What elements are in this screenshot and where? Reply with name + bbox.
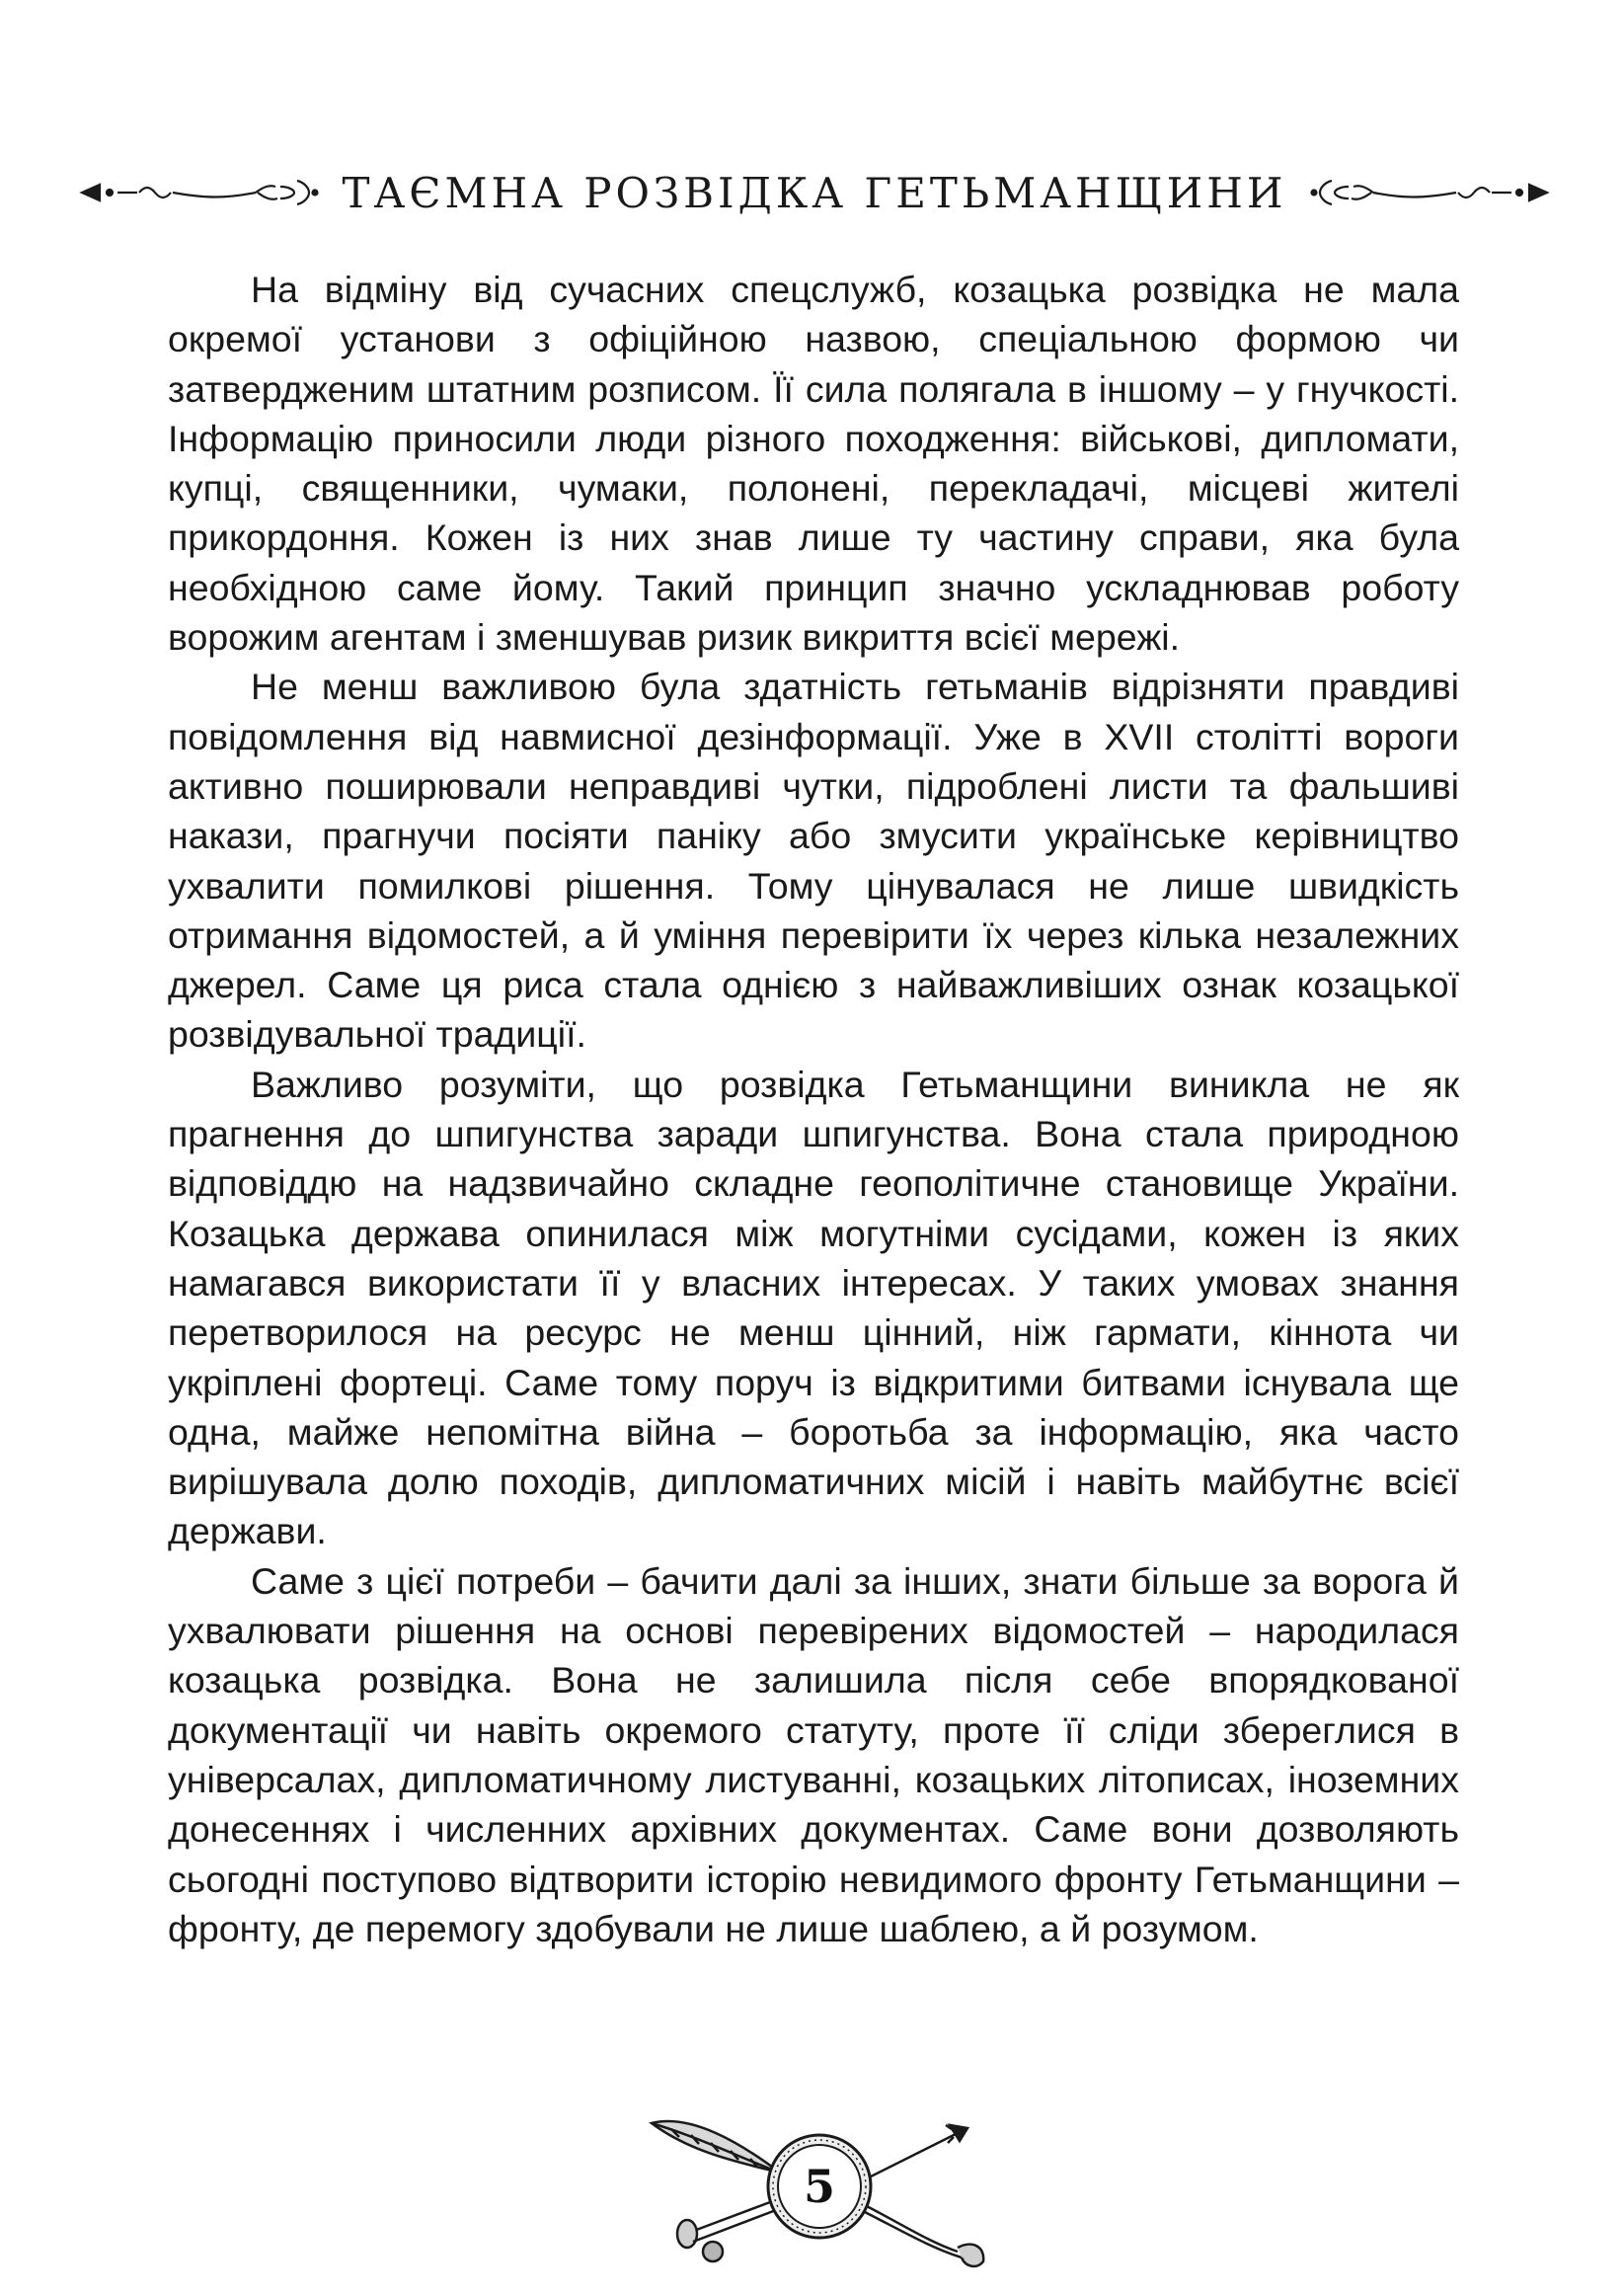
- page-number: 5: [803, 2160, 835, 2213]
- page-footer: [632, 2103, 1007, 2271]
- flourish-ornament-left-icon: [78, 173, 325, 212]
- paragraph: Саме з цієї потреби – бачити далі за інших, знати більше за ворога й ухвалювати рішення на основі перевірених відомостей – народилася козацька розвідка. Вона не залишила після себе впорядкованої документації чи навіть окремого статуту, проте її сліди збереглися в універсалах, дипломатичному листуванні, козацьких літописах, іноземних донесеннях і численних архівних документах. Саме вони дозволяють сьогодні поступово відтворити історію невидимого фронту Гетьманщини – фронту, де перемогу здобували не лише шаблею, а й розумом.: [168, 1559, 1459, 1949]
- body-text: [168, 265, 1459, 1953]
- running-head-title: ТАЄМНА РОЗВІДКА ГЕТЬМАНЩИНИ: [342, 168, 1287, 217]
- flourish-ornament-right-icon: [1304, 173, 1551, 212]
- running-head: [158, 148, 1471, 237]
- paragraph: На відміну від сучасних спецслужб, козацька розвідка не мала окремої установи з офіційною назвою, спеціальною формою чи затвердженим штатним розписом. Її сила полягала в іншому – у гнучкості. Інформацію приносили люди різного походження: військові, дипломати, купці, священники, чумаки, полонені, перекладачі, місцеві жителі прикордоння. Кожен із них знав лише ту частину справи, яка була необхідною саме йому. Такий принцип значно ускладнював роботу ворожим агентам і зменшував ризик викриття всієї мережі.: [168, 269, 1459, 659]
- paragraph: Важливо розуміти, що розвідка Гетьманщини виникла не як прагнення до шпигунства заради шпигунства. Вона стала природною відповіддю на надзвичайно складне геополітичне становище України. Козацька держава опинилася між могутніми сусідами, кожен із яких намагався використати її у власних інтересах. У таких умовах знання перетворилося на ресурс не менш цінний, ніж гармати, кіннота чи укріплені фортеці. Саме тому поруч із відкритими битвами існувала ще одна, майже непомітна війна – боротьба за інформацію, яка часто вирішувала долю походів, дипломатичних місій і навіть майбутнє всієї держави.: [168, 1063, 1459, 1552]
- paragraph: Не менш важливою була здатність гетьманів відрізняти правдиві повідомлення від навмисної дезінформації. Уже в XVII столітті вороги активно поширювали неправдиві чутки, підроблені листи та фальшиві накази, прагнучи посіяти паніку або змусити українське керівництво ухвалити помилкові рішення. Тому цінувалася не лише швидкість отримання відомостей, а й уміння перевірити їх через кілька незалежних джерел. Саме ця риса стала однією з найважливіших ознак козацької розвідувальної традиції.: [168, 666, 1459, 1056]
